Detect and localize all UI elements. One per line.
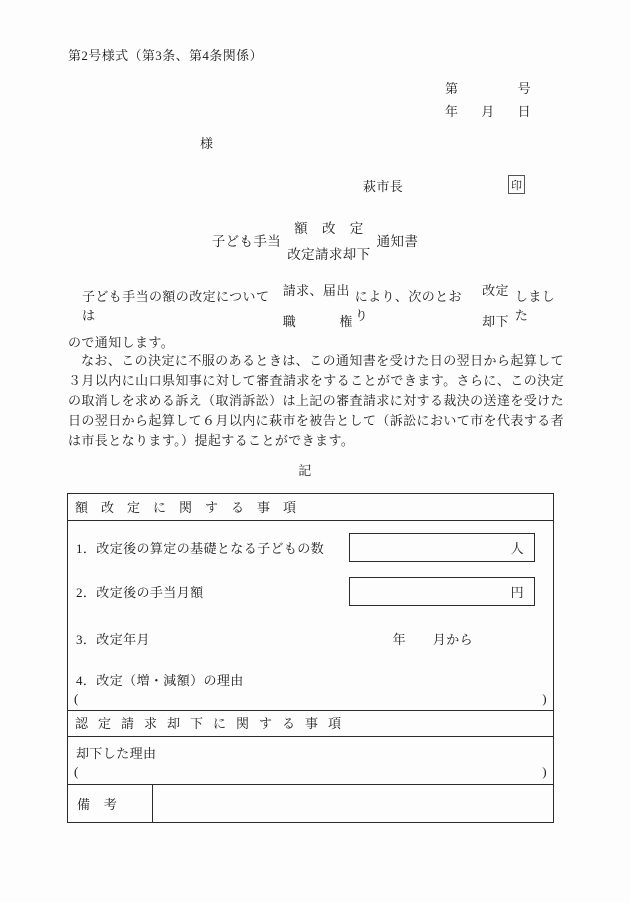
option-stack-decision [482,280,509,330]
sentence-part1: 子ども手当の額の改定については [82,289,270,323]
seal-stamp: 印 [508,175,525,194]
close-paren: ) [542,764,547,779]
unit-person-label: 人 [510,541,524,556]
title-option-bottom: 改定請求却下 [287,247,371,262]
title-option-top: 額 改 定 [294,221,364,236]
record-mark: 記 [298,463,312,478]
remarks-row [68,785,553,822]
option-shoku: 職 [282,314,297,329]
section-header-amount-revision: 額改定に関する事項 [68,494,553,521]
rejection-reason-section [68,737,553,785]
item-row-monthly-amount [68,577,553,606]
doc-date-day: 日 [517,104,531,119]
notify-line: ので通知します。 [68,335,175,350]
open-paren: ( [74,764,79,779]
remarks-value-cell [153,785,553,822]
option-decision-bottom: 却下 [482,314,509,329]
monthly-amount-blank-box [349,577,535,606]
doc-date-year: 年 [445,104,459,119]
main-table [67,493,554,823]
doc-number-line [445,78,531,97]
row-gap [68,562,553,577]
issuer-name: 萩市長 [363,179,404,194]
item2-label: 2．改定後の手当月額 [76,585,204,600]
close-paren: ) [542,691,547,706]
unit-yen-label: 円 [510,585,524,600]
rejection-reason-blank-line [68,765,553,781]
form-id-line: 第2号様式（第3条、第4条関係） [68,48,263,63]
option-request-bottom [283,311,353,330]
doc-number-prefix: 第 [445,81,459,96]
item1-label: 1．改定後の算定の基礎となる子どもの数 [76,541,325,556]
doc-date-month: 月 [481,104,495,119]
option-ken: 権 [339,314,353,329]
sentence-part3: しました [514,289,556,323]
revision-date-blank: 年 月から [392,632,473,647]
appeal-paragraph: なお、この決定に不服のあるときは、この通知書を受けた日の翌日から起算して３月以内に山口県知事に対して審査請求をすることができます。さらに、この決定の取消しを求める訴え（取消訴訟）は上記の審査請求に対する裁決の送達を受けた日の翌日から起算して６月以内に萩市を被告として（訴訟において市を代表する者は市長となります。）提起することができます。 [68,353,564,448]
document-title [0,216,630,264]
main-sentence [68,279,568,331]
title-left: 子ども手当 [211,234,282,249]
option-stack-request [283,280,353,330]
section-header-claim-rejection: 認定請求却下に関する事項 [68,711,553,737]
sentence-part2: により、次のとおり [354,289,462,323]
rejection-reason-label: 却下した理由 [76,746,157,761]
option-decision-top: 改定 [482,283,509,298]
option-request-top: 請求、届出 [282,283,350,298]
title-option-stack [287,217,370,263]
item3-label: 3．改定年月 [76,632,150,647]
item-row-revision-date [68,629,553,648]
doc-date-line [445,101,531,120]
amount-revision-section [68,521,553,711]
item4-label: 4．改定（増・減額）の理由 [76,673,244,688]
title-right: 通知書 [376,234,419,249]
open-paren: ( [74,691,79,706]
item-row-child-count [68,533,553,562]
addressee-suffix: 様 [200,136,214,151]
doc-number-suffix: 号 [517,81,531,96]
item4-reason-blank-line [68,692,553,708]
remarks-label: 備 考 [68,785,153,822]
child-count-blank-box [349,533,535,562]
